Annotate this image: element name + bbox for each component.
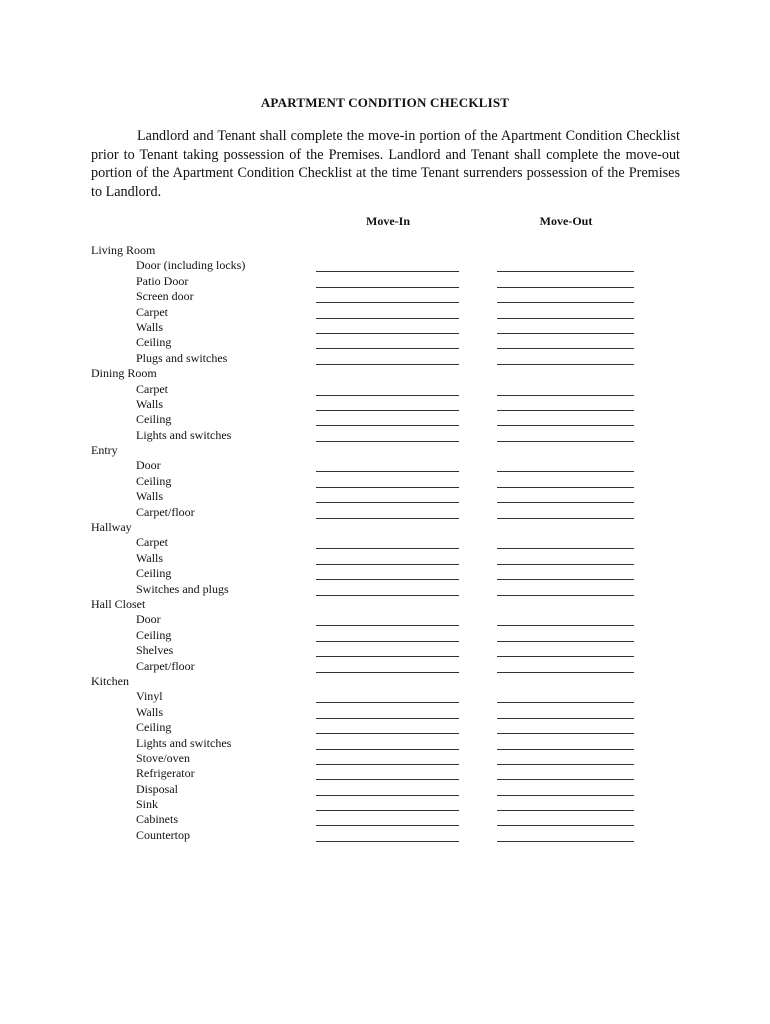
checklist-item-row (0, 551, 770, 566)
item-label: Sink (136, 797, 159, 812)
item-label: Ceiling (136, 627, 172, 642)
item-label: Ceiling (136, 335, 172, 350)
item-label: Stove/oven (136, 750, 190, 765)
move-out-blank-line[interactable] (497, 810, 634, 811)
section-name: Hall Closet (91, 596, 146, 611)
checklist-item-row (0, 289, 770, 304)
checklist-item-row (0, 320, 770, 335)
move-in-blank-line[interactable] (316, 764, 459, 765)
checklist-item-row (0, 720, 770, 735)
item-label: Walls (136, 319, 164, 334)
move-out-column-header: Move-Out (539, 214, 593, 228)
item-label: Walls (136, 704, 164, 719)
move-in-blank-line[interactable] (316, 425, 459, 426)
section-heading (0, 520, 770, 535)
checklist-item-row (0, 736, 770, 751)
move-in-blank-line[interactable] (316, 656, 459, 657)
checklist-item-row (0, 335, 770, 350)
intro-text: Landlord and Tenant shall complete the move-in portion of the Apartment Condition Checklist prior to Tenant taking possession of the Premises. Landlord and Tenant shall complete the move-out portion of the Apartment Condition Checklist at the time Tenant surrenders possession of the Premises to Landlord. (91, 128, 680, 200)
item-label: Door (136, 612, 161, 627)
move-in-blank-line[interactable] (316, 395, 459, 396)
section-name: Entry (91, 443, 118, 458)
move-out-blank-line[interactable] (497, 425, 634, 426)
move-out-blank-line[interactable] (497, 271, 634, 272)
move-out-blank-line[interactable] (497, 395, 634, 396)
checklist-item-row (0, 612, 770, 627)
move-out-blank-line[interactable] (497, 564, 634, 565)
move-in-blank-line[interactable] (316, 548, 459, 549)
move-in-blank-line[interactable] (316, 318, 459, 319)
move-in-column-header: Move-In (366, 214, 410, 228)
checklist-item-row (0, 812, 770, 827)
checklist-item-row (0, 628, 770, 643)
move-in-blank-line[interactable] (316, 733, 459, 734)
item-label: Ceiling (136, 566, 172, 581)
move-out-blank-line[interactable] (497, 287, 634, 288)
move-in-blank-line[interactable] (316, 810, 459, 811)
move-out-blank-line[interactable] (497, 595, 634, 596)
checklist-item-row (0, 643, 770, 658)
section-heading (0, 443, 770, 458)
move-in-blank-line[interactable] (316, 625, 459, 626)
move-out-blank-line[interactable] (497, 302, 634, 303)
move-in-blank-line[interactable] (316, 410, 459, 411)
move-out-blank-line[interactable] (497, 702, 634, 703)
item-label: Shelves (136, 643, 174, 658)
move-in-blank-line[interactable] (316, 518, 459, 519)
move-out-blank-line[interactable] (497, 825, 634, 826)
section-name: Hallway (91, 520, 132, 535)
item-label: Ceiling (136, 412, 172, 427)
checklist-rows (0, 243, 770, 843)
move-in-blank-line[interactable] (316, 502, 459, 503)
checklist-item-row (0, 397, 770, 412)
item-label: Screen door (136, 289, 194, 304)
checklist-item-row (0, 689, 770, 704)
move-out-blank-line[interactable] (497, 487, 634, 488)
move-in-blank-line[interactable] (316, 364, 459, 365)
item-label: Lights and switches (136, 735, 232, 750)
item-label: Vinyl (136, 689, 163, 704)
move-in-blank-line[interactable] (316, 779, 459, 780)
checklist-item-row (0, 305, 770, 320)
checklist-item-row (0, 566, 770, 581)
move-in-blank-line[interactable] (316, 672, 459, 673)
move-out-blank-line[interactable] (497, 471, 634, 472)
move-out-blank-line[interactable] (497, 841, 634, 842)
move-out-blank-line[interactable] (497, 718, 634, 719)
move-in-blank-line[interactable] (316, 841, 459, 842)
move-out-blank-line[interactable] (497, 518, 634, 519)
item-label: Disposal (136, 781, 178, 796)
checklist-item-row (0, 505, 770, 520)
move-out-blank-line[interactable] (497, 441, 634, 442)
move-out-blank-line[interactable] (497, 579, 634, 580)
move-in-blank-line[interactable] (316, 825, 459, 826)
checklist-item-row (0, 382, 770, 397)
checklist-item-row (0, 489, 770, 504)
move-out-blank-line[interactable] (497, 625, 634, 626)
item-label: Walls (136, 489, 164, 504)
checklist-item-row (0, 797, 770, 812)
item-label: Carpet (136, 381, 168, 396)
move-out-blank-line[interactable] (497, 656, 634, 657)
checklist-item-row (0, 582, 770, 597)
move-out-blank-line[interactable] (497, 733, 634, 734)
item-label: Countertop (136, 827, 190, 842)
item-label: Ceiling (136, 473, 172, 488)
item-label: Ceiling (136, 720, 172, 735)
item-label: Walls (136, 550, 164, 565)
item-label: Patio Door (136, 273, 189, 288)
item-label: Cabinets (136, 812, 178, 827)
checklist-item-row (0, 828, 770, 843)
item-label: Refrigerator (136, 766, 195, 781)
checklist-item-row (0, 705, 770, 720)
item-label: Carpet (136, 304, 168, 319)
item-label: Door (including locks) (136, 258, 246, 273)
checklist-item-row (0, 535, 770, 550)
move-out-blank-line[interactable] (497, 641, 634, 642)
item-label: Door (136, 458, 161, 473)
checklist-item-row (0, 659, 770, 674)
move-out-blank-line[interactable] (497, 672, 634, 673)
move-in-blank-line[interactable] (316, 441, 459, 442)
move-out-blank-line[interactable] (497, 348, 634, 349)
move-in-blank-line[interactable] (316, 271, 459, 272)
move-in-blank-line[interactable] (316, 564, 459, 565)
move-in-blank-line[interactable] (316, 749, 459, 750)
move-out-blank-line[interactable] (497, 764, 634, 765)
checklist-item-row (0, 351, 770, 366)
intro-paragraph (91, 127, 680, 201)
item-label: Plugs and switches (136, 350, 228, 365)
move-out-blank-line[interactable] (497, 548, 634, 549)
section-heading (0, 597, 770, 612)
section-heading (0, 674, 770, 689)
checklist-item-row (0, 258, 770, 273)
section-heading (0, 243, 770, 258)
checklist-item-row (0, 458, 770, 473)
checklist-item-row (0, 412, 770, 427)
move-out-blank-line[interactable] (497, 318, 634, 319)
checklist-item-row (0, 474, 770, 489)
item-label: Walls (136, 396, 164, 411)
move-out-blank-line[interactable] (497, 795, 634, 796)
move-in-blank-line[interactable] (316, 641, 459, 642)
move-in-blank-line[interactable] (316, 718, 459, 719)
item-label: Switches and plugs (136, 581, 229, 596)
item-label: Carpet (136, 535, 168, 550)
section-name: Living Room (91, 243, 156, 257)
move-in-blank-line[interactable] (316, 595, 459, 596)
move-in-blank-line[interactable] (316, 471, 459, 472)
move-in-blank-line[interactable] (316, 795, 459, 796)
move-out-blank-line[interactable] (497, 364, 634, 365)
move-in-blank-line[interactable] (316, 579, 459, 580)
section-name: Kitchen (91, 673, 129, 688)
checklist-item-row (0, 751, 770, 766)
checklist-item-row (0, 274, 770, 289)
document-title: APARTMENT CONDITION CHECKLIST (260, 95, 510, 110)
move-out-blank-line[interactable] (497, 333, 634, 334)
move-out-blank-line[interactable] (497, 410, 634, 411)
item-label: Carpet/floor (136, 504, 195, 519)
move-in-blank-line[interactable] (316, 348, 459, 349)
checklist-item-row (0, 782, 770, 797)
move-in-blank-line[interactable] (316, 302, 459, 303)
move-in-blank-line[interactable] (316, 287, 459, 288)
checklist-item-row (0, 766, 770, 781)
checklist-item-row (0, 428, 770, 443)
move-in-blank-line[interactable] (316, 333, 459, 334)
item-label: Carpet/floor (136, 658, 195, 673)
item-label: Lights and switches (136, 427, 232, 442)
section-heading (0, 366, 770, 381)
move-in-blank-line[interactable] (316, 487, 459, 488)
move-out-blank-line[interactable] (497, 779, 634, 780)
move-out-blank-line[interactable] (497, 502, 634, 503)
section-name: Dining Room (91, 366, 157, 381)
move-out-blank-line[interactable] (497, 749, 634, 750)
move-in-blank-line[interactable] (316, 702, 459, 703)
